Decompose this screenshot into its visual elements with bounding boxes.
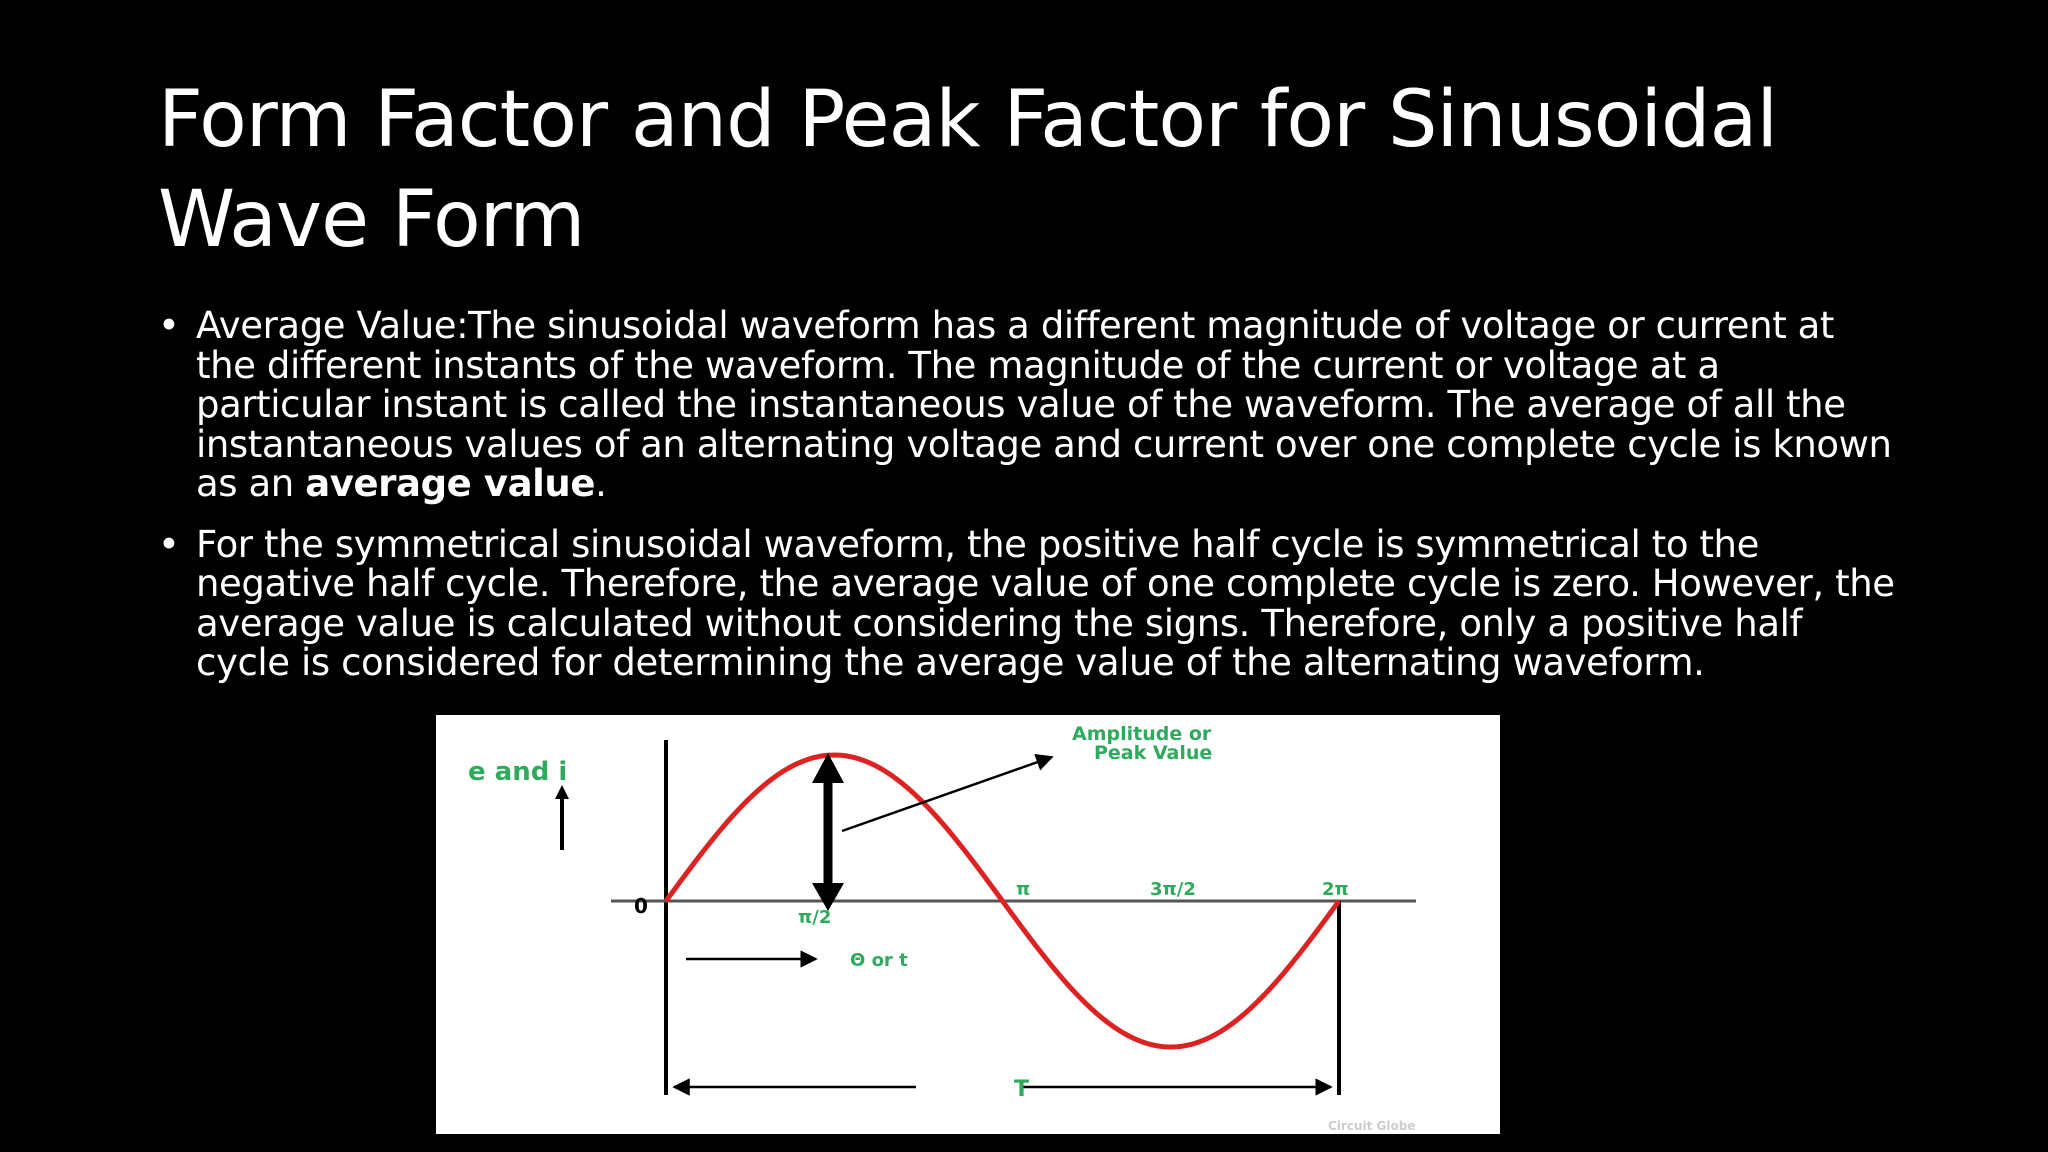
amplitude-pointer-arrow [842,757,1052,831]
tick-label-2pi: 2π [1322,879,1349,900]
x-axis-label: Θ or t [850,950,908,971]
watermark: Circuit Globe [1328,1119,1416,1133]
peak-double-arrow [812,753,844,911]
amplitude-label-line1: Amplitude or [1072,723,1212,745]
period-label: T [1014,1077,1030,1102]
bullet-text-end: . [595,462,607,505]
bullet-bold-term: average value [305,462,596,505]
bullet-text: Average Value:The sinusoidal waveform has a different magnitude of voltage or current at the different instants of the waveform. The magnitude of the current or voltage at a particular instant is called the instantaneous value of the waveform. The average of all the instantaneous values of an alternating voltage and current over one complete cycle is known as an [196,304,1892,505]
sine-wave-figure [436,715,1500,1134]
y-axis-label: e and i [468,757,568,787]
bullet-marker: • [158,522,180,566]
tick-label-pi: π [1016,879,1031,900]
tick-label-pi-over-2: π/2 [798,907,832,928]
sine-wave-diagram [436,715,1500,1134]
origin-label: 0 [634,894,648,918]
bullet-marker: • [158,304,180,347]
amplitude-label-line2: Peak Value [1094,742,1213,764]
bullet-symmetrical-waveform [158,522,1898,684]
slide-title: Form Factor and Peak Factor for Sinusoidal Wave Form [158,75,1778,265]
up-arrow-icon [555,785,569,850]
bullet-average-value [158,306,1898,504]
tick-label-3pi-over-2: 3π/2 [1150,879,1196,900]
bullet-text: For the symmetrical sinusoidal waveform, the positive half cycle is symmetrical to the negative half cycle. Therefore, the average value of one complete cycle is zero. However, the average value is calculated without considering the signs. Therefore, only a positive half cycle is considered for determining the average value of the alternating waveform. [196,522,1895,684]
bullet-list [158,306,1898,704]
